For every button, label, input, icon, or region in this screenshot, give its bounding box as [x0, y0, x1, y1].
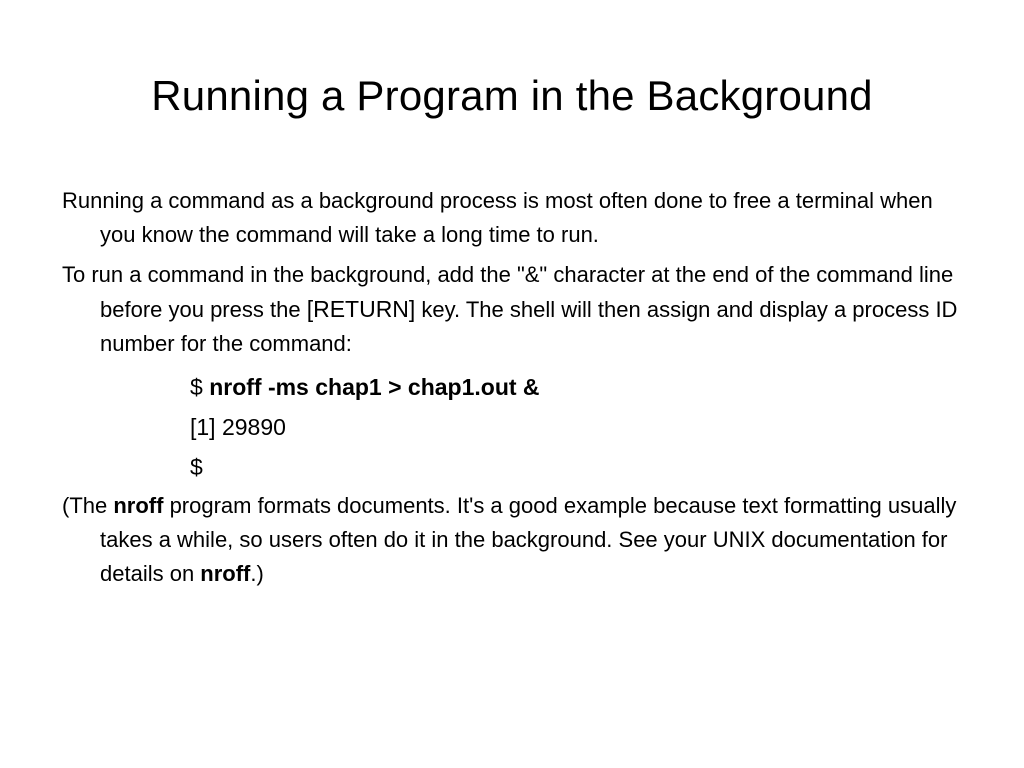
note-open: (The — [62, 493, 114, 518]
paragraph-text: Running a command as a background process is most often done to free a terminal when you know the command will take a long time to run. — [62, 188, 933, 247]
program-name-nroff: nroff — [113, 493, 164, 518]
paragraph-nroff-note — [62, 489, 972, 591]
shell-prompt-after: $ — [190, 454, 203, 480]
note-middle: program formats documents. It's a good example because text formatting usually takes a while, so users often do it in the background. See your UNIX documentation for details on — [100, 493, 957, 586]
return-key-label: [RETURN] — [306, 296, 416, 322]
note-close: .) — [250, 561, 264, 586]
slide-body — [62, 184, 972, 597]
slide-title: Running a Program in the Background — [151, 72, 873, 119]
paragraph-how-to-run — [62, 258, 972, 361]
paragraph-background-purpose — [62, 184, 972, 252]
paragraph-text-after-key: key. The shell will then assign and display a process ID number for the command: — [100, 297, 958, 356]
program-name-nroff-2: nroff — [200, 561, 251, 586]
command-text: nroff -ms chap1 > chap1.out & — [209, 374, 540, 400]
job-id-output: [1] 29890 — [190, 414, 286, 440]
paragraph-text-before-key: To run a command in the background, add the "&" character at the end of the command line before you press the — [62, 262, 954, 322]
command-line-example — [62, 367, 972, 407]
shell-prompt: $ — [190, 374, 210, 400]
